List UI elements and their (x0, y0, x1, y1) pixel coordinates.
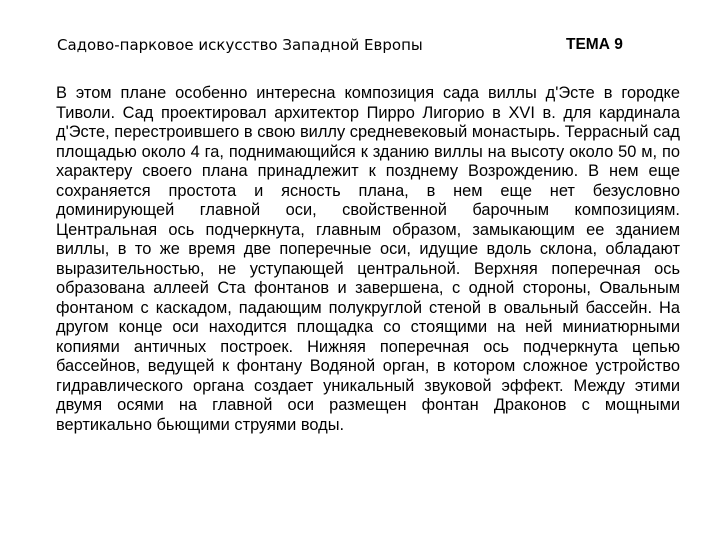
body-paragraph: В этом плане особенно интересна композиция сада виллы д'Эсте в городке Тиволи. Сад проектировал архитектор Пирро Лигорио в XVI в. для кардинала д'Эсте, перестроившего в свою виллу средневековый монастырь. Террасный сад площадью около 4 га, поднимающийся к зданию виллы на высоту около 50 м, по характеру своего плана принадлежит к позднему Возрождению. В нем еще сохраняется простота и ясность плана, в нем еще нет безусловно доминирующей главной оси, свойственной барочным композициям. Центральная ось подчеркнута, главным образом, замыкающим ее зданием виллы, в то же время две поперечные оси, идущие вдоль склона, обладают выразительностью, не уступающей центральной. Верхняя поперечная ось образована аллеей Ста фонтанов и завершена, с одной стороны, Овальным фонтаном с каскадом, падающим полукруглой стеной в овальный бассейн. На другом конце оси находится площадка со стоящими на ней миниатюрными копиями античных построек. Нижняя поперечная ось подчеркнута цепью бассейнов, ведущей к фонтану Водяной орган, в котором сложное устройство гидравлического органа создает уникальный звуковой эффект. Между этими двумя осями на главной оси размещен фонтан Драконов с мощными вертикально бьющими струями воды. (56, 84, 680, 434)
course-title: Садово-парковое искусство Западной Европы (57, 36, 423, 54)
slide-header (0, 0, 720, 80)
topic-label: ТЕМА 9 (566, 36, 623, 53)
